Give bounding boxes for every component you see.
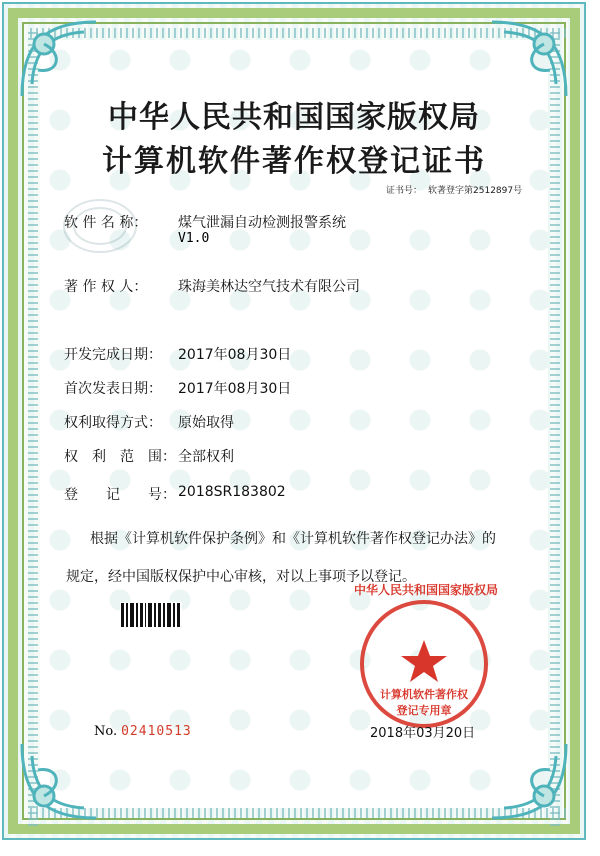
dev-date-label: 开发完成日期：	[64, 347, 162, 363]
serial-number-label: No.	[94, 724, 118, 739]
reg-no-row	[64, 484, 286, 504]
seal-line-2: 登记专用章	[396, 704, 452, 717]
corner-ornament-bottom-right	[484, 736, 574, 826]
scope-value: 全部权利	[178, 449, 234, 465]
statement-line-2: 规定，经中国版权保护中心审核，对以上事项予以登记。	[66, 569, 416, 585]
certificate-number-label: 证书号：	[386, 186, 423, 196]
certificate-title: 计算机软件著作权登记证书	[102, 144, 486, 179]
barcode-icon	[120, 602, 182, 628]
scope-label: 权 利 范 围：	[64, 449, 176, 465]
dev-date-value: 2017年08月30日	[178, 347, 292, 363]
pub-date-value: 2017年08月30日	[178, 381, 292, 397]
corner-ornament-bottom-left	[14, 736, 104, 826]
corner-ornament-top-left	[14, 14, 104, 104]
reg-no-value: 2018SR183802	[178, 484, 286, 500]
seal-ring-text: 中华人民共和国国家版权局	[354, 583, 499, 597]
official-seal	[354, 583, 499, 734]
software-name-label: 软 件 名 称：	[64, 215, 148, 231]
scope-row	[64, 446, 234, 466]
dev-date-row	[64, 344, 292, 364]
seal-line-1: 计算机软件著作权	[380, 688, 468, 701]
pub-date-row	[64, 378, 292, 398]
serial-number	[94, 724, 192, 739]
statement-line-1: 根据《计算机软件保护条例》和《计算机软件著作权登记办法》的	[90, 531, 496, 547]
owner-row	[64, 276, 360, 296]
seal-star-icon	[401, 640, 447, 682]
software-name-value: 煤气泄漏自动检测报警系统	[178, 215, 346, 231]
pub-date-label: 首次发表日期：	[64, 381, 162, 397]
corner-ornament-top-right	[484, 14, 574, 104]
reg-no-label: 登 记 号：	[64, 487, 176, 503]
certificate-number	[386, 183, 522, 196]
acquire-row	[64, 412, 234, 432]
owner-label: 著 作 权 人：	[64, 279, 148, 295]
issuer-title: 中华人民共和国国家版权局	[108, 100, 480, 135]
acquire-label: 权利取得方式：	[64, 415, 162, 431]
software-version: V1.0	[178, 231, 210, 246]
certificate-number-value: 软著登字第2512897号	[428, 186, 523, 196]
issue-date: 2018年03月20日	[370, 726, 476, 741]
owner-value: 珠海美林达空气技术有限公司	[178, 279, 360, 295]
software-name-row	[64, 212, 346, 232]
acquire-value: 原始取得	[178, 415, 234, 431]
serial-number-value: 02410513	[121, 724, 192, 739]
